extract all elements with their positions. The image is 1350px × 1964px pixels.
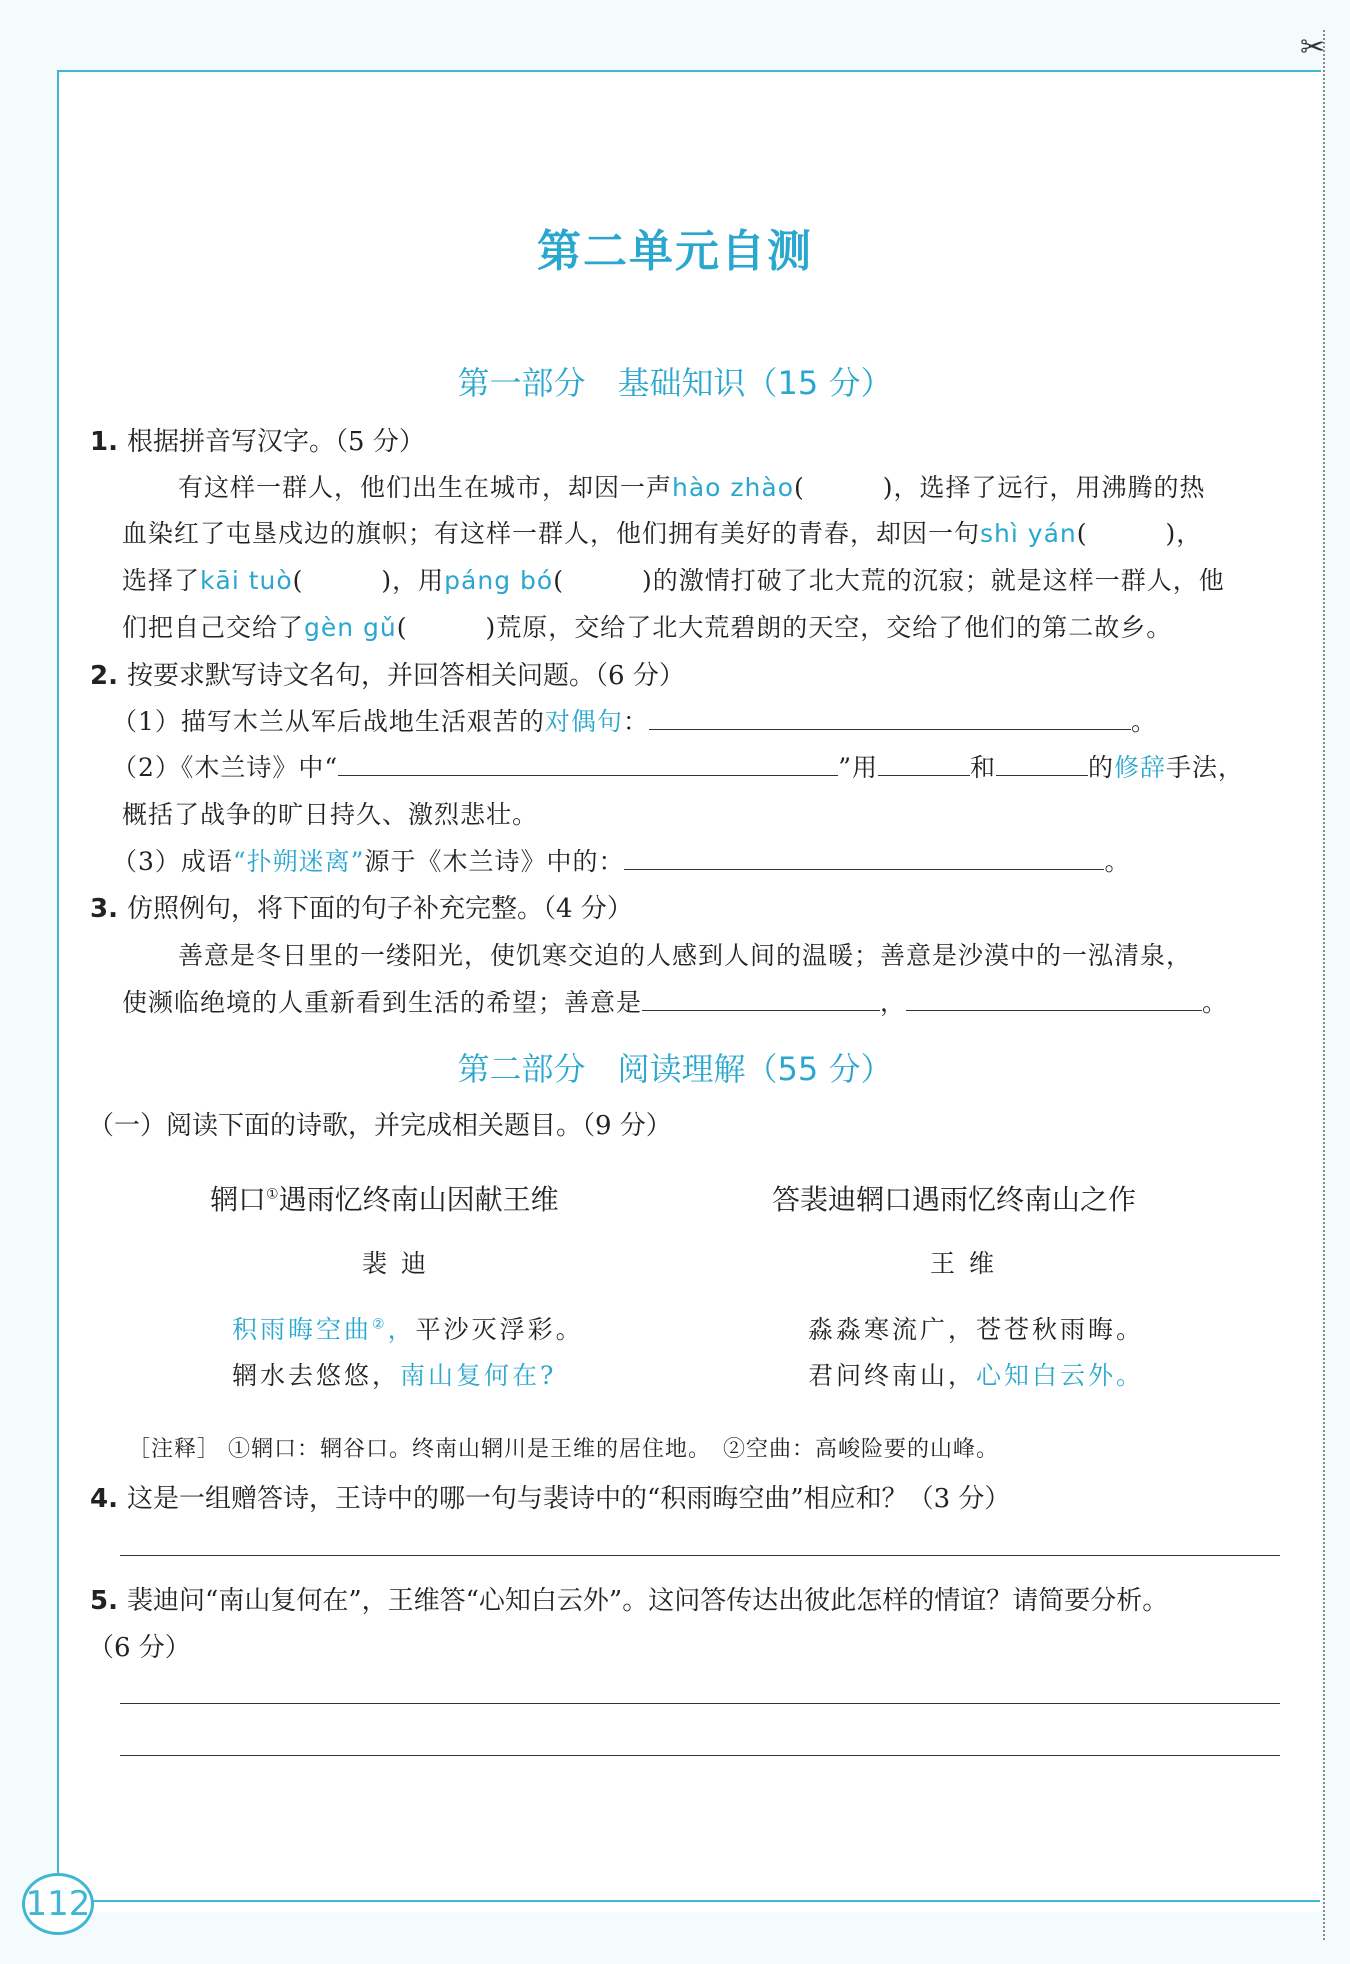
q1-line-1 (178, 468, 1206, 504)
page-number: 112 (22, 1873, 94, 1935)
poem1-text: 平沙灭浮彩。 (415, 1315, 584, 1344)
question-1 (90, 421, 425, 458)
answer-blank[interactable] (642, 988, 880, 1011)
footer-rule (90, 1900, 1320, 1902)
q1-text: ( )的激情打破了北大荒的沉寂；就是这样一群人，他 (553, 566, 1225, 595)
cut-line (1323, 30, 1325, 1940)
q2-text: 的 (1087, 753, 1114, 782)
q2-highlight: “扑朔迷离” (232, 847, 365, 876)
q1-label: 1. (90, 427, 128, 457)
q1-text: ( )，选择了远行，用沸腾的热 (794, 473, 1206, 502)
q1-text: ( )， (1076, 519, 1203, 548)
q1-text: 们把自己交给了 (122, 613, 305, 642)
pinyin-shiyan: shì yán (980, 519, 1077, 548)
part2-title: 第二部分 阅读理解（55 分） (457, 1050, 893, 1088)
q4-stem: 这是一组赠答诗，王诗中的哪一句与裴诗中的“积雨晦空曲”相应和？（3 分） (127, 1484, 1011, 1514)
q2-text: ”用 (838, 753, 878, 782)
poem2-author: 王维 (930, 1249, 1009, 1278)
poem1-line-2 (232, 1356, 556, 1392)
answer-blank[interactable] (906, 988, 1202, 1011)
q2-text: 手法， (1166, 753, 1245, 782)
q3-text: 使濒临绝境的人重新看到生活的希望；善意是 (122, 988, 643, 1017)
q1-stem: 根据拼音写汉字。（5 分） (127, 427, 425, 457)
q1-line-4 (122, 608, 1172, 644)
answer-blank[interactable] (624, 847, 1104, 870)
footnote-marker: ② (372, 1316, 388, 1333)
answer-blank[interactable] (996, 753, 1088, 776)
q2-text: （3）成语 (112, 847, 233, 876)
q2-text: （2）《木兰诗》中“ (112, 753, 339, 782)
poem2-line-1: 淼淼寒流广，苍苍秋雨晦。 (808, 1315, 1145, 1344)
q2-item-2-cont: 概括了战争的旷日持久、激烈悲壮。 (122, 800, 539, 829)
q5-answer-line-2[interactable] (120, 1755, 1280, 1756)
poem1-title (210, 1178, 559, 1218)
part1-title: 第一部分 基础知识（15 分） (457, 364, 893, 402)
q2-item-1 (112, 702, 1157, 738)
poem1-text: 辋水去悠悠， (232, 1361, 401, 1390)
q5-score: （6 分） (88, 1633, 191, 1663)
pinyin-kaituo: kāi tuò (200, 566, 293, 595)
q3-text: 。 (1202, 988, 1229, 1017)
poem1-highlight: ， (387, 1315, 416, 1344)
q1-text: ( )荒原，交给了北大荒碧朗的天空，交给了他们的第二故乡。 (396, 613, 1173, 642)
pinyin-pangbo: páng bó (444, 566, 554, 595)
q1-text: 血染红了屯垦戍边的旗帜；有这样一群人，他们拥有美好的青春，却因一句 (122, 519, 981, 548)
poem2-line-2 (808, 1356, 1144, 1392)
q2-text: ： (622, 707, 649, 736)
q2-text: （1）描写木兰从军后战地生活艰苦的 (112, 707, 545, 736)
poem1-line-1 (232, 1310, 584, 1346)
poem2-title: 答裴迪辋口遇雨忆终南山之作 (772, 1183, 1137, 1216)
q1-text: 有这样一群人，他们出生在城市，却因一声 (178, 473, 673, 502)
footnote-marker: ① (266, 1186, 279, 1203)
q2-text: 。 (1104, 847, 1131, 876)
unit-title: 第二单元自测 (537, 226, 813, 277)
q1-text: 选择了 (122, 566, 201, 595)
annotation-note: ［注释］ ①辋口：辋谷口。终南山辋川是王维的居住地。 ②空曲：高峻险要的山峰。 (128, 1437, 999, 1462)
question-4 (90, 1478, 1010, 1515)
q1-line-2 (122, 514, 1202, 550)
q1-line-3 (122, 561, 1225, 597)
question-3 (90, 888, 633, 925)
q1-text: ( )，用 (292, 566, 445, 595)
q4-answer-line[interactable] (120, 1555, 1280, 1556)
poem1-title-text: 辋口 (210, 1183, 267, 1216)
q2-highlight: 对偶句 (544, 707, 623, 736)
q2-text: 源于《木兰诗》中的： (364, 847, 625, 876)
q2-text: 。 (1130, 707, 1157, 736)
q2-stem: 按要求默写诗文名句，并回答相关问题。（6 分） (127, 661, 685, 691)
poem2-highlight: 心知白云外。 (976, 1361, 1145, 1390)
poem1-title-text: 遇雨忆终南山因献王维 (278, 1183, 559, 1216)
q5-label: 5. (90, 1586, 128, 1616)
pinyin-gengu: gèn gǔ (304, 613, 397, 642)
q3-line-2 (122, 983, 1228, 1019)
q4-label: 4. (90, 1484, 128, 1514)
question-5 (90, 1580, 1168, 1617)
pinyin-haozhao: hào zhào (672, 473, 795, 502)
q2-label: 2. (90, 661, 128, 691)
scissors-icon: ✂ (1300, 30, 1326, 65)
q3-label: 3. (90, 894, 128, 924)
poem2-text: 君问终南山， (808, 1361, 977, 1390)
q5-answer-line-1[interactable] (120, 1703, 1280, 1704)
q2-item-3 (112, 842, 1131, 878)
reading-1-instruction: （一）阅读下面的诗歌，并完成相关题目。（9 分） (88, 1111, 672, 1141)
q5-stem: 裴迪问“南山复何在”，王维答“心知白云外”。这问答传达出彼此怎样的情谊？请简要分析。 (127, 1586, 1169, 1616)
q3-stem: 仿照例句，将下面的句子补充完整。（4 分） (127, 894, 633, 924)
question-2 (90, 655, 685, 692)
q2-text: 和 (969, 753, 996, 782)
answer-blank[interactable] (878, 753, 970, 776)
answer-blank[interactable] (649, 707, 1131, 730)
q3-line-1: 善意是冬日里的一缕阳光，使饥寒交迫的人感到人间的温暖；善意是沙漠中的一泓清泉， (178, 941, 1193, 970)
q2-highlight: 修辞 (1114, 753, 1167, 782)
q2-item-2 (112, 748, 1244, 784)
q3-text: ， (880, 988, 907, 1017)
poem1-highlight: 南山复何在? (400, 1361, 557, 1390)
answer-blank[interactable] (338, 753, 838, 776)
poem1-highlight: 积雨晦空曲 (232, 1315, 373, 1344)
poem1-author: 裴迪 (362, 1249, 441, 1278)
